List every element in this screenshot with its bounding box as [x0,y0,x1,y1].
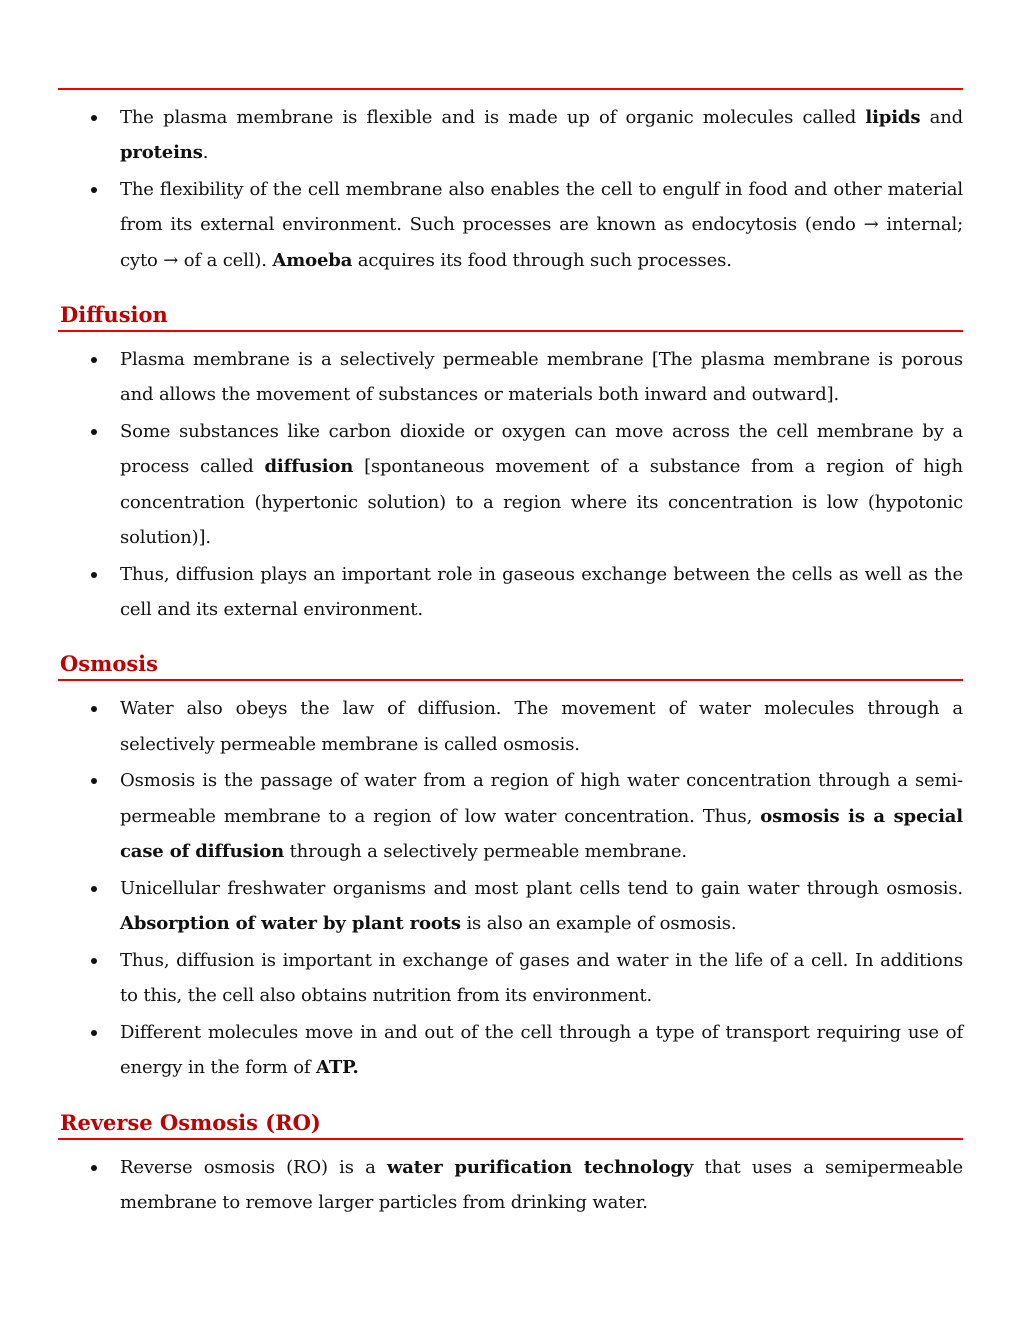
section-heading: Reverse Osmosis (RO) [60,1109,321,1135]
bullet-list [58,1150,963,1221]
list-item [58,100,963,171]
bold-text: osmosis is a special case of diffusion [120,805,963,863]
section-divider [58,88,963,90]
text-span: The plasma membrane is flexible and is made up of organic molecules called [120,107,866,128]
section-divider [58,1138,963,1140]
list-item [58,871,963,942]
text-span: is also an example of osmosis. [460,913,737,935]
bold-text: water purification technology [386,1156,694,1178]
section-heading: Diffusion [60,301,168,327]
bold-text: ATP. [316,1057,359,1079]
text-span: Different molecules move in and out of the cell through a type of transport requiring use of energy in the form of [120,1022,963,1079]
bold-text: lipids [865,107,921,128]
text-span: acquires its food through such processes. [352,249,732,271]
text-span: Thus, diffusion plays an important role in gaseous exchange between the cells as well as the cell and its external environment. [120,563,963,621]
section [58,1110,963,1221]
section [58,88,963,278]
section-divider [58,330,963,332]
list-item [58,172,963,278]
text-span: [spontaneous movement of a substance from a region of high concentration (hypertonic solution) to a region where its concentration is low (hypotonic solution)]. [120,456,963,548]
section-heading: Osmosis [60,651,158,677]
bold-text: proteins [120,142,203,164]
bold-text: Absorption of water by plant roots [120,913,461,935]
text-span: . [202,142,209,164]
list-item [58,691,963,762]
section-divider [58,679,963,681]
document-page [58,88,963,1222]
text-span: Unicellular freshwater organisms and most plant cells tend to gain water through osmosis. [120,877,963,899]
list-item [58,342,963,413]
section [58,302,963,627]
text-span: that uses a semipermeable membrane to remove larger particles from drinking water. [120,1156,963,1213]
text-span: Osmosis is the passage of water from a region of high water concentration through a semi-permeable membrane to a region of low water concentration. Thus, [120,770,963,827]
text-span: Some substances like carbon dioxide or oxygen can move across the cell membrane by a process called [120,421,963,478]
bold-text: diffusion [264,456,354,478]
text-span: Reverse osmosis (RO) is a [120,1156,387,1178]
list-item [58,1150,963,1221]
text-span: and [920,107,964,128]
text-span: Thus, diffusion is important in exchange of gases and water in the life of a cell. In additions to this, the cell also obtains nutrition from its environment. [120,949,963,1007]
text-span: Plasma membrane is a selectively permeable membrane [The plasma membrane is porous and allows the movement of substances or materials both inward and outward]. [120,348,963,406]
text-span: through a selectively permeable membrane. [284,841,687,863]
bullet-list [58,100,963,278]
bold-text: Amoeba [272,249,353,271]
list-item [58,763,963,869]
list-item [58,1015,963,1086]
section [58,651,963,1085]
list-item [58,943,963,1014]
text-span: Water also obeys the law of diffusion. The movement of water molecules through a selectively permeable membrane is called osmosis. [120,698,963,755]
bullet-list [58,691,963,1085]
list-item [58,414,963,555]
text-span: The flexibility of the cell membrane also enables the cell to engulf in food and other material from its external environment. Such processes are known as endocytosis (endo → internal; cyto → of a cell). [120,179,963,271]
bullet-list [58,342,963,627]
list-item [58,557,963,628]
